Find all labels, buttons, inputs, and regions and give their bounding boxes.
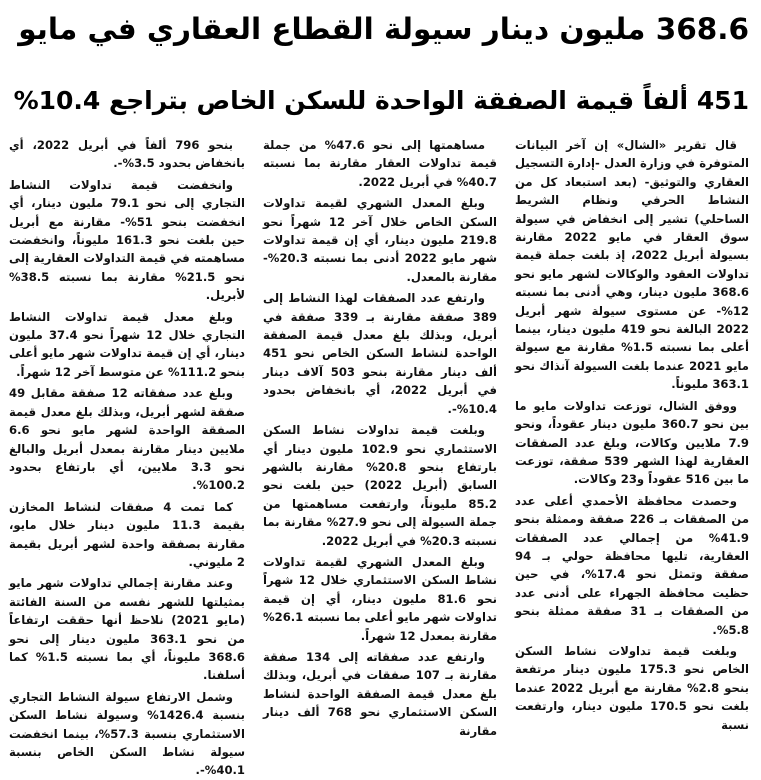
paragraph: وارتفع عدد صفقاته إلى 134 صفقة مقارنة بـ 107 صفقات في أبريل، وبذلك بلغ معدل قيمة الصفقة الواحدة لنشاط السكن الاستثماري نحو 768 ألف دينار مقارنة xyxy=(263,649,497,738)
paragraph: وبلغت قيمة تداولات نشاط السكن الاستثماري نحو 102.9 مليون دينار أي بارتفاع بنحو 20.8% مقارنة بالشهر السابق (أبريل 2022) حين بلغت نحو 85.2 مليوناً، وارتفعت مساهمتها من جملة السيولة إلى نحو 27.9% مقارنة بما نسبته 20.3% في أبريل 2022. xyxy=(263,423,497,548)
article-column-1 xyxy=(515,136,750,732)
paragraph: وانخفضت قيمة تداولات النشاط التجاري إلى نحو 79.1 مليون دينار، أي انخفضت بنحو 51%- مقارنة مع أبريل حين بلغت نحو 161.3 مليوناً، وانخفضت مساهمته في قيمة التداولات العقارية إلى نحو 21.5% مقارنة بما نسبته 38.5% لأبريل. xyxy=(9,177,246,303)
headline: 368.6 مليون دينار سيولة القطاع العقاري في مايو xyxy=(18,12,749,46)
paragraph: قال تقرير «الشال» إن آخر البيانات المتوفرة في وزارة العدل -إدارة التسجيل العقاري والتوثيق- (بعد استبعاد كل من النشاط الحرفي ونظام الشريط الساحلي) تشير إلى انخفاض في سيولة سوق العقار في مايو 2022 مقارنة بسيولة أبريل 2022، إذ بلغت جملة قيمة تداولات العقود والوكالات لشهر مايو نحو 368.6 مليون دينار، وهي أدنى بما نسبته 12%- عن مستوى سيولة شهر أبريل 2022 البالغة نحو 419 مليون دينار، بينما أعلى بما نسبته 1.5% مقارنة مع سيولة مايو 2021 عندما بلغت السيولة آنذاك نحو 363.1 مليوناً. xyxy=(515,138,749,392)
article-column-2 xyxy=(263,136,498,738)
paragraph: وبلغ عدد صفقاته 12 صفقة مقابل 49 صفقة لشهر أبريل، وبذلك بلغ معدل قيمة الصفقة الواحدة لشهر مايو نحو 6.6 ملايين دينار مقارنة بمعدل أبريل والبالغ نحو 3.3 ملايين، أي بارتفاع بحدود 100.2%. xyxy=(9,386,245,493)
paragraph: بنحو 796 ألفاً في أبريل 2022، أي بانخفاض بحدود 3.5%-. xyxy=(9,138,245,171)
paragraph: وارتفع عدد الصفقات لهذا النشاط إلى 389 صفقة مقارنة بـ 339 صفقة في أبريل، وبذلك بلغ معدل قيمة الصفقة الواحدة لنشاط السكن الخاص نحو 451 ألف دينار مقارنة بنحو 503 آلاف دينار في أبريل 2022، أي بانخفاض بحدود 10.4%-. xyxy=(263,291,498,416)
paragraph: كما تمت 4 صفقات لنشاط المخازن بقيمة 11.3 مليون دينار خلال مايو، مقارنة بصفقة واحدة لشهر أبريل بقيمة 2 مليوني. xyxy=(9,499,245,569)
paragraph: وبلغ المعدل الشهري لقيمة تداولات نشاط السكن الاستثماري خلال 12 شهراً نحو 81.6 مليون دينار، أي إن قيمة تداولات شهر مايو أعلى بما نسبته 26.1% مقارنة بمعدل 12 شهراً. xyxy=(263,554,498,643)
paragraph: مساهمتها إلى نحو 47.6% من جملة قيمة تداولات العقار مقارنة بما نسبته 40.7% في أبريل 2022. xyxy=(263,138,497,189)
paragraph: وشمل الارتفاع سيولة النشاط التجاري بنسبة 1426.4% وسيولة نشاط السكن الاستثماري بنسبة 57.3%، بينما انخفضت سيولة نشاط السكن الخاص بنسبة 40.1%-. xyxy=(9,689,245,778)
article-column-3 xyxy=(9,136,246,778)
paragraph: وبلغت قيمة تداولات نشاط السكن الخاص نحو 175.3 مليون دينار مرتفعة بنحو 2.8% مقارنة مع أبريل 2022 عندما بلغت نحو 170.5 مليون دينار، وارتفعت نسبة xyxy=(515,643,749,732)
paragraph: وحصدت محافظة الأحمدي أعلى عدد من الصفقات بـ 226 صفقة وممثلة بنحو 41.9% من إجمالي عدد الصفقات العقارية، تليها محافظة حولي بـ 94 صفقة وتمثل نحو 17.4%، في حين حظيت محافظة الجهراء على أدنى عدد من الصفقات بـ 31 صفقة ممثلة بنحو 5.8%. xyxy=(515,493,749,637)
paragraph: وبلغ معدل قيمة تداولات النشاط التجاري خلال 12 شهراً نحو 37.4 مليون دينار، أي إن قيمة تداولات شهر مايو أعلى بنحو 111.2% عن متوسط آخر 12 شهراً. xyxy=(9,309,245,379)
subheadline: 451 ألفاً قيمة الصفقة الواحدة للسكن الخاص بتراجع 10.4% xyxy=(13,86,749,115)
paragraph: وعند مقارنة إجمالي تداولات شهر مايو بمثيلتها للشهر نفسه من السنة الفائتة (مايو 2021) نلاحظ أنها حققت ارتفاعاً من نحو 363.1 مليون دينار إلى نحو 368.6 مليوناً، أي بما نسبته 1.5% كما أسلفنا. xyxy=(9,576,245,683)
paragraph: وبلغ المعدل الشهري لقيمة تداولات السكن الخاص خلال آخر 12 شهراً نحو 219.8 مليون دينار، أي إن قيمة تداولات شهر مايو 2022 أدنى بما نسبته 20.3%- مقارنة بالمعدل. xyxy=(263,196,497,284)
paragraph: ووفق الشال، توزعت تداولات مايو ما بين نحو 360.7 مليون دينار عقوداً، ونحو 7.9 ملايين وكالات، وبلغ عدد الصفقات العقارية لهذا الشهر 539 صفقة، توزعت ما بين 516 عقوداً و23 وكالات. xyxy=(515,398,750,487)
